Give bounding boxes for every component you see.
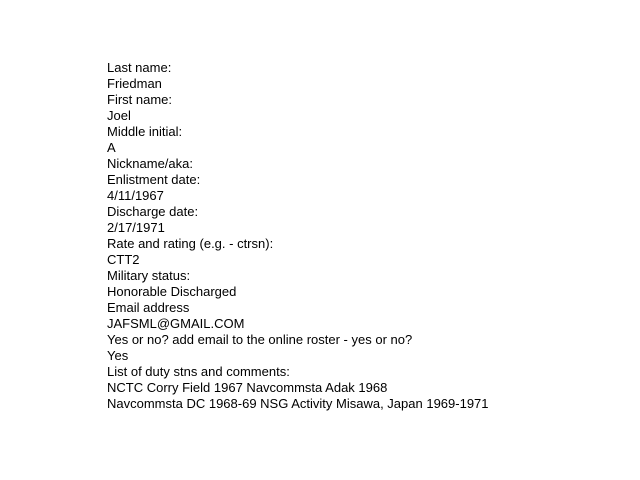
military-status-label: Military status: (107, 268, 191, 283)
enlistment-date-value: 4/11/1967 (107, 188, 164, 203)
nickname-label: Nickname/aka: (107, 156, 193, 171)
duty-stations-label: List of duty stns and comments: (107, 364, 290, 379)
middle-initial-value: A (107, 140, 116, 155)
discharge-date-label: Discharge date: (107, 204, 199, 219)
first-name-label: First name: (107, 92, 173, 107)
email-address-value: JAFSML@GMAIL.COM (107, 316, 245, 331)
roster-opt-in-label: Yes or no? add email to the online roster - yes or no? (107, 332, 413, 347)
enlistment-date-label: Enlistment date: (107, 172, 201, 187)
roster-opt-in-value: Yes (107, 348, 129, 363)
rate-rating-value: CTT2 (107, 252, 140, 267)
last-name-label: Last name: (107, 60, 172, 75)
duty-stations-line: NCTC Corry Field 1967 Navcommsta Adak 1968 (107, 380, 388, 395)
first-name-value: Joel (107, 108, 131, 123)
rate-rating-label: Rate and rating (e.g. - ctrsn): (107, 236, 274, 251)
member-record (107, 60, 489, 412)
last-name-value: Friedman (107, 76, 162, 91)
military-status-value: Honorable Discharged (107, 284, 237, 299)
discharge-date-value: 2/17/1971 (107, 220, 165, 235)
middle-initial-label: Middle initial: (107, 124, 183, 139)
duty-stations-line: Navcommsta DC 1968-69 NSG Activity Misawa, Japan 1969-1971 (107, 396, 489, 411)
email-address-label: Email address (107, 300, 190, 315)
